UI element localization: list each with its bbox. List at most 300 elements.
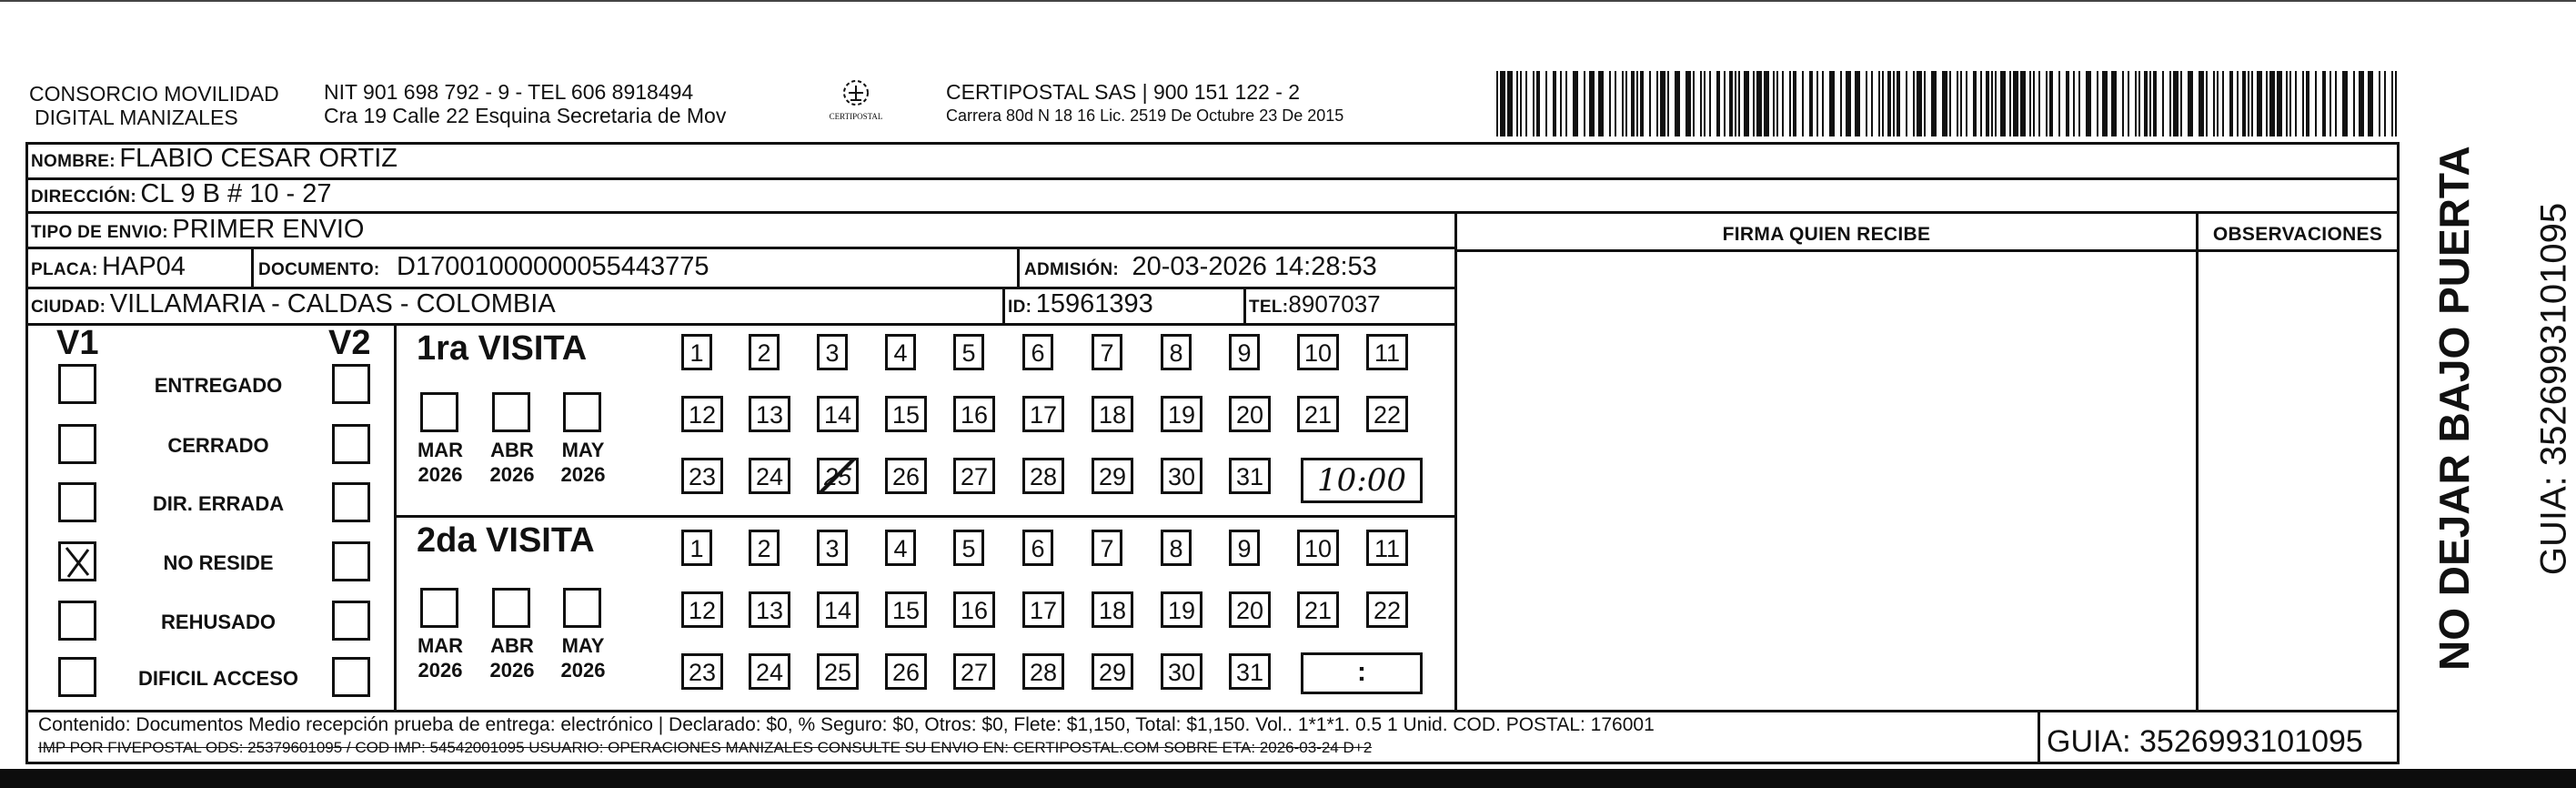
documento-row (258, 252, 709, 282)
month-name: MAR (417, 439, 464, 461)
barcode-bar (1924, 71, 1926, 136)
barcode-bar (1882, 71, 1884, 136)
barcode-bar (1709, 71, 1711, 136)
barcode-bar (2222, 71, 2224, 136)
contenido-text: Contenido: Documentos Medio recepción prueba de entrega: electrónico | Declarado: $0, % Seguro: $0, Otros: $0, Flete: $1,150, Total: $1,150. Vol.. 1*1*1. 0.5 1 Unid. COD. POSTAL: 176001 (38, 714, 1655, 735)
nit-line-2: Cra 19 Calle 22 Esquina Secretaria de Mov (324, 104, 727, 127)
imp-text: IMP POR FIVEPOSTAL ODS: 25379601095 / COD IMP: 54542001095 USUARIO: OPERACIONES MANIZALES CONSULTE SU ENVIO EN: CERTIPOSTAL.COM SOBRE ETA: 2026-03-24 D+2 (38, 739, 1373, 756)
barcode-bar (1565, 71, 1567, 136)
day-box[interactable]: 2 (749, 530, 780, 566)
barcode-bar (1584, 71, 1585, 136)
day-box[interactable]: 22 (1366, 396, 1408, 432)
v2-checkbox[interactable] (332, 482, 370, 522)
barcode-bar (2229, 71, 2233, 136)
barcode-bar (1980, 71, 1982, 136)
barcode-bar (1822, 71, 1824, 136)
barcode-bar (1724, 71, 1726, 136)
barcode-bar (1685, 71, 1691, 136)
month-label (554, 438, 612, 487)
v1-header: V1 (56, 324, 99, 362)
barcode-bar (2251, 71, 2253, 136)
barcode-bar (1533, 71, 1535, 136)
barcode-bar (2237, 71, 2239, 136)
x-mark-icon (61, 544, 94, 579)
barcode-bar (1753, 71, 1755, 136)
day-box[interactable]: 6 (1022, 530, 1053, 566)
barcode-bar (1738, 71, 1740, 136)
day-box[interactable]: 26 (885, 653, 927, 690)
certipostal-logo-icon (838, 78, 874, 109)
day-box[interactable]: 1 (681, 530, 712, 566)
certipostal-block (946, 80, 1343, 126)
row-divider (25, 710, 2400, 712)
day-box[interactable]: 11 (1366, 530, 1408, 566)
day-box[interactable]: 12 (681, 591, 723, 628)
barcode-bar (1573, 71, 1578, 136)
barcode-bar (2086, 71, 2091, 136)
month-checkbox[interactable] (492, 392, 530, 432)
barcode-bar (1520, 71, 1522, 136)
status-label: DIR. ERRADA (152, 492, 285, 515)
day-box[interactable]: 14 (817, 396, 859, 432)
barcode-bar (1986, 71, 1989, 136)
status-label: ENTREGADO (154, 374, 283, 397)
v2-checkbox[interactable] (332, 657, 370, 697)
day-box[interactable]: 5 (953, 334, 984, 370)
barcode-bar (2122, 71, 2124, 136)
day-box[interactable]: 27 (953, 458, 995, 494)
barcode-bar (2269, 71, 2275, 136)
side-panel (2409, 136, 2574, 682)
barcode-bar (2029, 71, 2031, 136)
barcode-bar (2206, 71, 2208, 136)
barcode-bar (2395, 71, 2397, 136)
day-box[interactable]: 30 (1161, 653, 1202, 690)
month-label (411, 633, 469, 682)
barcode-bar (2329, 71, 2331, 136)
month-year: 2026 (560, 659, 606, 682)
barcode-bar (2217, 71, 2219, 136)
barcode-bar (2078, 71, 2080, 136)
barcode-bar (1507, 71, 1513, 136)
day-box[interactable]: 3 (817, 530, 848, 566)
day-box[interactable]: 17 (1022, 396, 1064, 432)
ciudad-row (31, 289, 556, 319)
day-box[interactable]: 4 (885, 334, 916, 370)
day-box[interactable]: 21 (1297, 396, 1339, 432)
month-name: ABR (490, 439, 534, 461)
day-box[interactable]: 8 (1161, 334, 1192, 370)
company-line-2: DIGITAL MANIZALES (35, 106, 238, 129)
direccion-value: CL 9 B # 10 - 27 (140, 179, 332, 208)
barcode-bar (1855, 71, 1860, 136)
barcode-bar (2169, 71, 2171, 136)
barcode-bar (1560, 71, 1562, 136)
logo-text: CERTIPOSTAL (829, 112, 883, 121)
barcode-bar (1636, 71, 1638, 136)
day-box[interactable]: 28 (1022, 458, 1064, 494)
id-label: ID: (1008, 298, 1032, 317)
barcode-bar (2306, 71, 2309, 136)
barcode-bar (2257, 71, 2262, 136)
barcode-bar (1631, 71, 1635, 136)
row-divider (25, 247, 1457, 249)
barcode-bar (2173, 71, 2179, 136)
documento-label: DOCUMENTO: (258, 260, 380, 279)
day-box[interactable]: 20 (1229, 396, 1271, 432)
day-box[interactable]: 24 (749, 458, 790, 494)
day-box[interactable]: 3 (817, 334, 848, 370)
day-box[interactable]: 16 (953, 396, 995, 432)
tipo-label: TIPO DE ENVIO: (31, 223, 168, 242)
barcode-bar (2315, 71, 2317, 136)
tipo-row (31, 215, 365, 245)
barcode-bar (1931, 71, 1937, 136)
barcode-bar (1942, 71, 1947, 136)
barcode-bar (1840, 71, 1842, 136)
day-box[interactable]: 25 (817, 653, 859, 690)
barcode-bar (2289, 71, 2291, 136)
day-box[interactable]: 1 (681, 334, 712, 370)
barcode-bar (1553, 71, 1556, 136)
barcode (1496, 71, 2397, 136)
id-value: 15961393 (1035, 289, 1153, 318)
month-checkbox[interactable] (563, 392, 601, 432)
first-visit-title: 1ra VISITA (417, 329, 588, 368)
barcode-bar (1846, 71, 1851, 136)
nit-block (324, 80, 726, 127)
barcode-bar (2009, 71, 2011, 136)
v1-checkbox[interactable] (58, 364, 96, 404)
day-box[interactable]: 30 (1161, 458, 1202, 494)
barcode-bar (2353, 71, 2355, 136)
v1-checkbox[interactable] (58, 541, 96, 581)
day-box[interactable]: 2 (749, 334, 780, 370)
barcode-bar (1525, 71, 1527, 136)
barcode-bar (1893, 71, 1895, 136)
barcode-bar (1536, 71, 1540, 136)
documento-value: D17001000000055443775 (397, 252, 709, 281)
day-box[interactable]: 17 (1022, 591, 1064, 628)
barcode-bar (1793, 71, 1796, 136)
barcode-bar (1640, 71, 1644, 136)
day-box[interactable]: 25 (817, 458, 859, 494)
barcode-bar (2162, 71, 2164, 136)
barcode-bar (2342, 71, 2348, 136)
admision-row (1024, 252, 1377, 282)
barcode-bar (1700, 71, 1702, 136)
barcode-bar (2066, 71, 2069, 136)
barcode-bar (2153, 71, 2157, 136)
day-box[interactable]: 9 (1229, 530, 1260, 566)
first-time-value: 10:00 (1317, 462, 1406, 499)
month-label (554, 633, 612, 682)
barcode-bar (1744, 71, 1749, 136)
v2-checkbox[interactable] (332, 424, 370, 464)
day-box[interactable]: 23 (681, 653, 723, 690)
barcode-bar (2302, 71, 2304, 136)
v2-checkbox[interactable] (332, 364, 370, 404)
barcode-bar (2266, 71, 2268, 136)
month-checkbox[interactable] (563, 588, 601, 628)
placa-value: HAP04 (102, 252, 186, 281)
v2-checkbox[interactable] (332, 601, 370, 641)
month-year: 2026 (489, 463, 535, 486)
barcode-bar (1782, 71, 1784, 136)
day-box[interactable]: 28 (1022, 653, 1064, 690)
guia-box-divider (2038, 710, 2040, 764)
barcode-bar (2073, 71, 2075, 136)
admision-label: ADMISIÓN: (1024, 260, 1120, 279)
v1-checkbox[interactable] (58, 657, 96, 697)
barcode-bar (1906, 71, 1907, 136)
barcode-bar (1789, 71, 1791, 136)
day-box[interactable]: 11 (1366, 334, 1408, 370)
tel-label: TEL: (1249, 298, 1289, 317)
day-box[interactable]: 20 (1229, 591, 1271, 628)
day-box[interactable]: 24 (749, 653, 790, 690)
barcode-bar (2379, 71, 2380, 136)
barcode-bar (2058, 71, 2060, 136)
barcode-bar (1871, 71, 1873, 136)
barcode-bar (1649, 71, 1651, 136)
day-box[interactable]: 16 (953, 591, 995, 628)
month-name: MAY (561, 439, 605, 461)
v2-header: V2 (328, 324, 371, 362)
barcode-bar (1957, 71, 1958, 136)
cell-divider (1017, 247, 1020, 287)
barcode-bar (1735, 71, 1736, 136)
first-time-box[interactable] (1301, 458, 1423, 503)
top-crop-line (0, 0, 2576, 2)
day-box[interactable]: 29 (1092, 653, 1133, 690)
column-divider (1454, 211, 1457, 712)
id-row (1008, 289, 1153, 319)
day-box[interactable]: 31 (1229, 458, 1271, 494)
barcode-bar (1897, 71, 1900, 136)
day-box[interactable]: 29 (1092, 458, 1133, 494)
tel-value: 8907037 (1288, 290, 1381, 318)
barcode-bar (1675, 71, 1680, 136)
barcode-bar (2199, 71, 2204, 136)
certipostal-line-2: Carrera 80d N 18 16 Lic. 2519 De Octubre 23 De 2015 (946, 106, 1344, 125)
barcode-bar (1802, 71, 1804, 136)
placa-row (31, 252, 186, 282)
barcode-bar (2391, 71, 2393, 136)
barcode-bar (1949, 71, 1951, 136)
visit-divider (394, 515, 1457, 518)
month-checkbox[interactable] (492, 588, 530, 628)
barcode-bar (2097, 71, 2098, 136)
barcode-bar (1496, 71, 1498, 136)
barcode-bar (1878, 71, 1880, 136)
side-guia: GUIA: 3526993101095 (2533, 202, 2574, 576)
day-box[interactable]: 5 (953, 530, 984, 566)
second-visit-title: 2da VISITA (417, 521, 595, 560)
day-box[interactable]: 6 (1022, 334, 1053, 370)
barcode-bar (1773, 71, 1775, 136)
company-name (29, 82, 279, 129)
barcode-bar (1500, 71, 1505, 136)
barcode-bar (1995, 71, 1997, 136)
day-box[interactable]: 14 (817, 591, 859, 628)
status-label: DIFICIL ACCESO (137, 667, 298, 690)
month-label (483, 633, 541, 682)
bottom-crop-band (0, 769, 2576, 788)
day-box[interactable]: 7 (1092, 334, 1122, 370)
day-box[interactable]: 15 (885, 591, 927, 628)
observaciones-header: OBSERVACIONES (2212, 224, 2383, 245)
month-name: MAR (417, 634, 464, 657)
day-box[interactable]: 23 (681, 458, 723, 494)
barcode-bar (2149, 71, 2151, 136)
barcode-bar (1991, 71, 1993, 136)
no-dejar-warning: NO DEJAR BAJO PUERTA (2430, 146, 2478, 671)
barcode-bar (2384, 71, 2386, 136)
barcode-bar (1667, 71, 1669, 136)
barcode-bar (2248, 71, 2249, 136)
month-label (411, 438, 469, 487)
v1-checkbox[interactable] (58, 424, 96, 464)
v1-checkbox[interactable] (58, 601, 96, 641)
placa-label: PLACA: (31, 260, 98, 279)
second-time-box[interactable] (1301, 652, 1423, 694)
nombre-row (31, 144, 397, 174)
barcode-bar (1829, 71, 1835, 136)
firma-header: FIRMA QUIEN RECIBE (1722, 224, 1931, 245)
barcode-bar (1960, 71, 1962, 136)
barcode-bar (2135, 71, 2137, 136)
barcode-bar (1656, 71, 1658, 136)
month-checkbox[interactable] (420, 392, 458, 432)
barcode-bar (1693, 71, 1695, 136)
second-time-value: : (1357, 657, 1366, 687)
tel-row (1249, 290, 1381, 318)
day-box[interactable]: 7 (1092, 530, 1122, 566)
barcode-bar (2128, 71, 2129, 136)
row-divider (25, 177, 2400, 180)
barcode-bar (1660, 71, 1665, 136)
month-label (483, 438, 541, 487)
certipostal-logo (812, 78, 900, 129)
barcode-bar (1729, 71, 1733, 136)
day-box[interactable]: 13 (749, 396, 790, 432)
day-box[interactable]: 21 (1297, 591, 1339, 628)
barcode-bar (2286, 71, 2288, 136)
barcode-bar (2188, 71, 2193, 136)
nombre-label: NOMBRE: (31, 152, 116, 171)
column-header-line (1454, 249, 2400, 252)
barcode-bar (1598, 71, 1604, 136)
barcode-bar (1589, 71, 1595, 136)
barcode-bar (2102, 71, 2108, 136)
day-box[interactable]: 9 (1229, 334, 1260, 370)
barcode-bar (2322, 71, 2326, 136)
day-box[interactable]: 10 (1297, 334, 1339, 370)
barcode-bar (1816, 71, 1818, 136)
nit-line-1: NIT 901 698 792 - 9 - TEL 606 8918494 (324, 80, 694, 104)
barcode-bar (1764, 71, 1769, 136)
month-year: 2026 (418, 659, 463, 682)
barcode-bar (2049, 71, 2053, 136)
barcode-bar (1866, 71, 1867, 136)
day-box[interactable]: 19 (1161, 591, 1202, 628)
v1-checkbox[interactable] (58, 482, 96, 522)
company-line-1: CONSORCIO MOVILIDAD (29, 82, 279, 106)
admision-value: 20-03-2026 14:28:53 (1132, 252, 1377, 281)
barcode-bar (2000, 71, 2006, 136)
day-box[interactable]: 8 (1161, 530, 1192, 566)
day-box[interactable]: 15 (885, 396, 927, 432)
month-checkbox[interactable] (420, 588, 458, 628)
day-box[interactable]: 19 (1161, 396, 1202, 432)
barcode-bar (1809, 71, 1813, 136)
barcode-bar (2242, 71, 2246, 136)
barcode-bar (2033, 71, 2035, 136)
ciudad-value: VILLAMARIA - CALDAS - COLOMBIA (109, 289, 556, 318)
cell-divider (251, 247, 254, 287)
direccion-row (31, 179, 332, 209)
barcode-bar (1716, 71, 1720, 136)
barcode-bar (1545, 71, 1547, 136)
certipostal-line-1: CERTIPOSTAL SAS | 900 151 122 - 2 (946, 80, 1301, 104)
day-box[interactable]: 26 (885, 458, 927, 494)
barcode-bar (2038, 71, 2040, 136)
barcode-bar (2277, 71, 2282, 136)
barcode-bar (1756, 71, 1762, 136)
barcode-bar (1625, 71, 1627, 136)
day-box[interactable]: 10 (1297, 530, 1339, 566)
barcode-bar (1776, 71, 1778, 136)
barcode-bar (1973, 71, 1977, 136)
barcode-bar (1913, 71, 1915, 136)
status-label: REHUSADO (161, 611, 276, 633)
day-box[interactable]: 31 (1229, 653, 1271, 690)
day-box[interactable]: 12 (681, 396, 723, 432)
month-name: ABR (490, 634, 534, 657)
barcode-bar (1966, 71, 1967, 136)
day-box[interactable]: 22 (1366, 591, 1408, 628)
ciudad-label: CIUDAD: (31, 298, 106, 317)
day-box[interactable]: 13 (749, 591, 790, 628)
day-box[interactable]: 18 (1092, 396, 1133, 432)
month-year: 2026 (418, 463, 463, 486)
status-label: NO RESIDE (163, 551, 274, 574)
barcode-bar (2138, 71, 2140, 136)
column-divider (2196, 211, 2199, 712)
barcode-bar (2020, 71, 2026, 136)
barcode-bar (1887, 71, 1891, 136)
cell-divider (1002, 287, 1005, 323)
status-label: CERRADO (167, 434, 269, 457)
tipo-value: PRIMER ENVIO (172, 215, 365, 244)
day-box[interactable]: 27 (953, 653, 995, 690)
barcode-bar (2144, 71, 2148, 136)
v2-checkbox[interactable] (332, 541, 370, 581)
day-box[interactable]: 18 (1092, 591, 1133, 628)
barcode-bar (1917, 71, 1922, 136)
barcode-bar (2359, 71, 2364, 136)
barcode-bar (2213, 71, 2215, 136)
direccion-label: DIRECCIÓN: (31, 187, 136, 207)
barcode-bar (2335, 71, 2337, 136)
month-year: 2026 (560, 463, 606, 486)
barcode-bar (2046, 71, 2048, 136)
row-divider (25, 211, 2400, 214)
day-box[interactable]: 4 (885, 530, 916, 566)
guia-box: GUIA: 3526993101095 (2047, 724, 2363, 759)
barcode-bar (2013, 71, 2018, 136)
